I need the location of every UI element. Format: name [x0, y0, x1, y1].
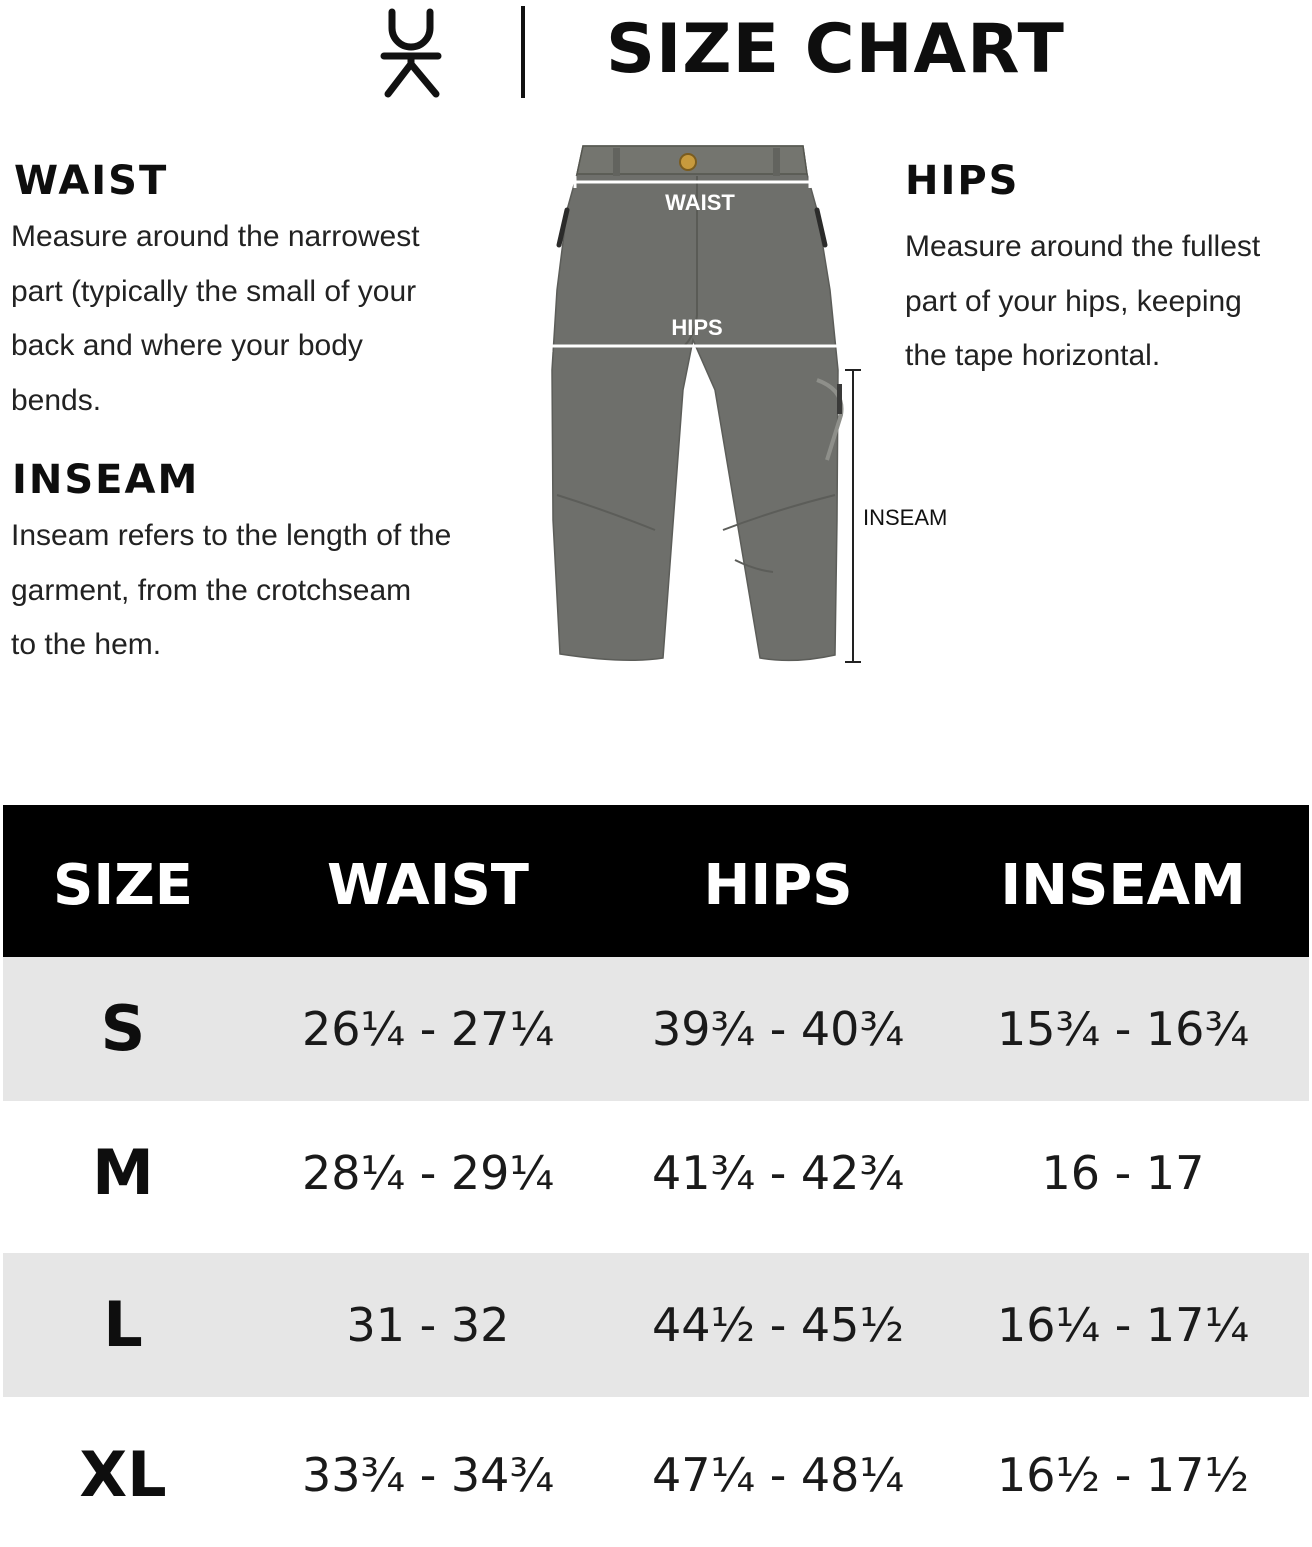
size-cell: S — [100, 992, 146, 1065]
waist-cell: 33¾ - 34¾ — [301, 1448, 555, 1502]
inseam-heading: INSEAM — [12, 457, 200, 503]
inseam-diagram-label: INSEAM — [863, 505, 948, 530]
waist-cell: 31 - 32 — [346, 1298, 510, 1352]
inseam-desc-line: Inseam refers to the length of the — [11, 519, 452, 552]
table-row — [3, 957, 1309, 1101]
waist-cell: 26¼ - 27¼ — [301, 1002, 555, 1056]
hips-desc-line: the tape horizontal. — [905, 339, 1161, 372]
hips-cell: 47¼ - 48¼ — [651, 1448, 905, 1502]
table-row — [3, 1101, 1309, 1245]
brand-logo-icon — [378, 4, 444, 100]
hips-desc-line: part of your hips, keeping — [905, 284, 1242, 318]
inseam-cell: 15¾ - 16¾ — [996, 1002, 1250, 1056]
size-cell: L — [103, 1288, 143, 1361]
hips-cell: 44½ - 45½ — [651, 1298, 905, 1352]
hips-cell: 39¾ - 40¾ — [651, 1002, 905, 1056]
inseam-cell: 16¼ - 17¼ — [996, 1298, 1250, 1352]
inseam-cell: 16 - 17 — [1041, 1146, 1205, 1200]
size-cell: XL — [79, 1438, 167, 1511]
size-table — [3, 805, 1309, 1511]
hips-heading: HIPS — [905, 158, 1020, 204]
waist-desc-line: Measure around the narrowest — [11, 220, 420, 253]
inseam-desc-line: to the hem. — [11, 628, 162, 661]
hips-diagram-label: HIPS — [671, 315, 723, 340]
hips-desc-line: Measure around the fullest — [905, 230, 1261, 263]
table-row — [3, 1405, 1309, 1511]
waist-cell: 28¼ - 29¼ — [301, 1146, 555, 1200]
inseam-cell: 16½ - 17½ — [996, 1448, 1250, 1502]
column-header-waist: WAIST — [327, 853, 529, 918]
table-row — [3, 1253, 1309, 1397]
pants-illustration — [552, 146, 838, 660]
pants-diagram — [545, 140, 965, 670]
hips-cell: 41¾ - 42¾ — [651, 1146, 905, 1200]
column-header-inseam: INSEAM — [1000, 853, 1246, 918]
table-header — [3, 805, 1309, 957]
page-title: SIZE CHART — [606, 10, 1065, 89]
waist-desc-line: bends. — [11, 383, 102, 417]
column-header-size: SIZE — [52, 853, 194, 918]
size-cell: M — [92, 1136, 154, 1209]
waist-heading: WAIST — [14, 158, 169, 204]
inseam-desc-line: garment, from the crotchseam — [11, 573, 412, 607]
waist-desc-line: back and where your body — [11, 329, 363, 362]
header-divider — [521, 6, 525, 98]
waist-diagram-label: WAIST — [665, 190, 735, 215]
waist-description — [11, 210, 420, 428]
waist-desc-line: part (typically the small of your — [11, 274, 417, 308]
inseam-description — [11, 509, 451, 673]
column-header-hips: HIPS — [703, 853, 853, 918]
